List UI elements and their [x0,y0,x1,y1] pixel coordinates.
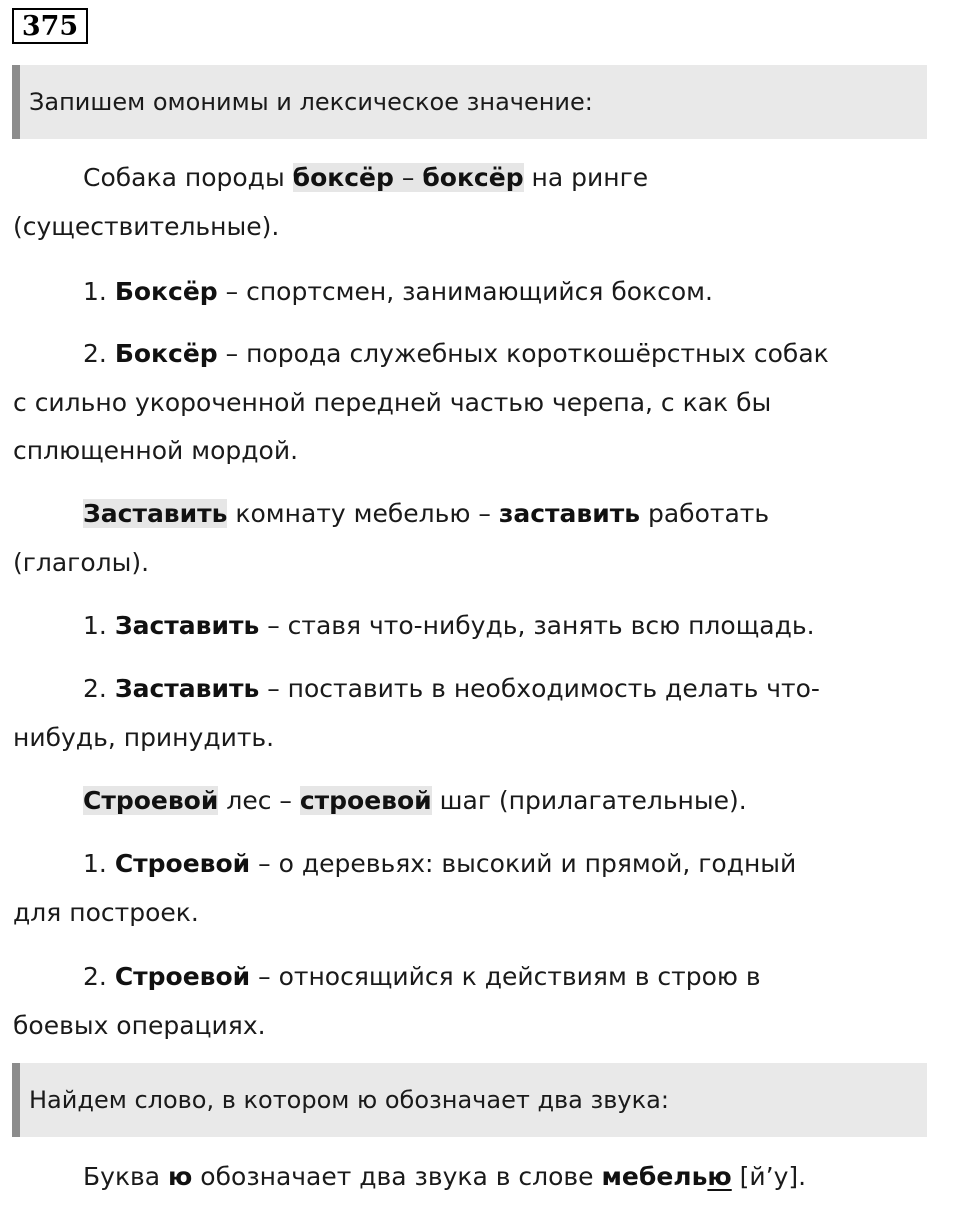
definition-text: – поставить в необходимость делать что- [259,674,820,703]
letter: ю [168,1162,193,1191]
section-heading-homonyms [12,65,927,139]
definition-text: – спортсмен, занимающийся боксом. [217,277,713,306]
item-number: 2. [83,339,115,368]
definition-continuation: нибудь, принудить. [13,723,275,752]
item-number: 2. [83,962,115,991]
homonym-word: Заставить [83,499,228,528]
defined-word: Боксёр [114,277,218,306]
text: лес – [218,786,300,815]
definition-text: – относящийся к действиям в строю в [250,962,761,991]
text: работать [640,499,770,528]
section-heading-text: Запишем омонимы и лексическое значение: [29,88,593,116]
text: на ринге [523,163,649,192]
definition-text: – о деревьях: высокий и прямой, годный [250,849,797,878]
text: обозначает два звука в слове [192,1162,602,1191]
answer-line [83,1160,806,1194]
definition-item [83,672,820,706]
definition-text: – порода служебных короткошёрстных собак [217,339,829,368]
text: Буква [83,1162,169,1191]
definition-text: – ставя что-нибудь, занять всю площадь. [259,611,815,640]
definition-continuation: для построек. [13,898,199,927]
text: комнату мебелью – [227,499,499,528]
underlined-letter: ю [707,1162,732,1191]
answer-word-stem: мебель [601,1162,708,1191]
transcription: [й’у]. [731,1162,807,1191]
text: Собака породы [83,163,293,192]
definition-continuation: с сильно укороченной передней частью черепа, с как бы [13,388,772,417]
part-of-speech-note: (глаголы). [13,548,150,577]
defined-word: Строевой [114,962,251,991]
homonym-word: Строевой [83,786,219,815]
task-number: 375 [12,8,88,44]
dash: – [393,163,423,192]
section-heading-text: Найдем слово, в котором ю обозначает два звука: [29,1086,669,1114]
defined-word: Строевой [114,849,251,878]
defined-word: Боксёр [114,339,218,368]
homonym-word: боксёр [292,163,394,192]
item-number: 2. [83,674,115,703]
homonym-word: боксёр [422,163,524,192]
section-heading-sounds [12,1063,927,1137]
definition-continuation: боевых операциях. [13,1011,266,1040]
definition-item [83,960,761,994]
answer-word [602,1162,732,1191]
homonym-pair-zastavit [83,497,769,531]
homonym-word: заставить [498,499,641,528]
definition-item [83,337,829,371]
definition-item [83,609,815,643]
homonym-pair-stroevoy [83,784,747,818]
definition-item [83,847,796,881]
item-number: 1. [83,849,115,878]
homonym-word: строевой [299,786,432,815]
highlighted-homonyms [293,163,524,192]
definition-continuation: сплющенной мордой. [13,436,299,465]
item-number: 1. [83,277,115,306]
item-number: 1. [83,611,115,640]
homonym-pair-boxer [83,161,648,195]
defined-word: Заставить [114,674,260,703]
definition-item [83,275,713,309]
part-of-speech-note: (существительные). [13,212,280,241]
text: шаг (прилагательные). [431,786,747,815]
defined-word: Заставить [114,611,260,640]
